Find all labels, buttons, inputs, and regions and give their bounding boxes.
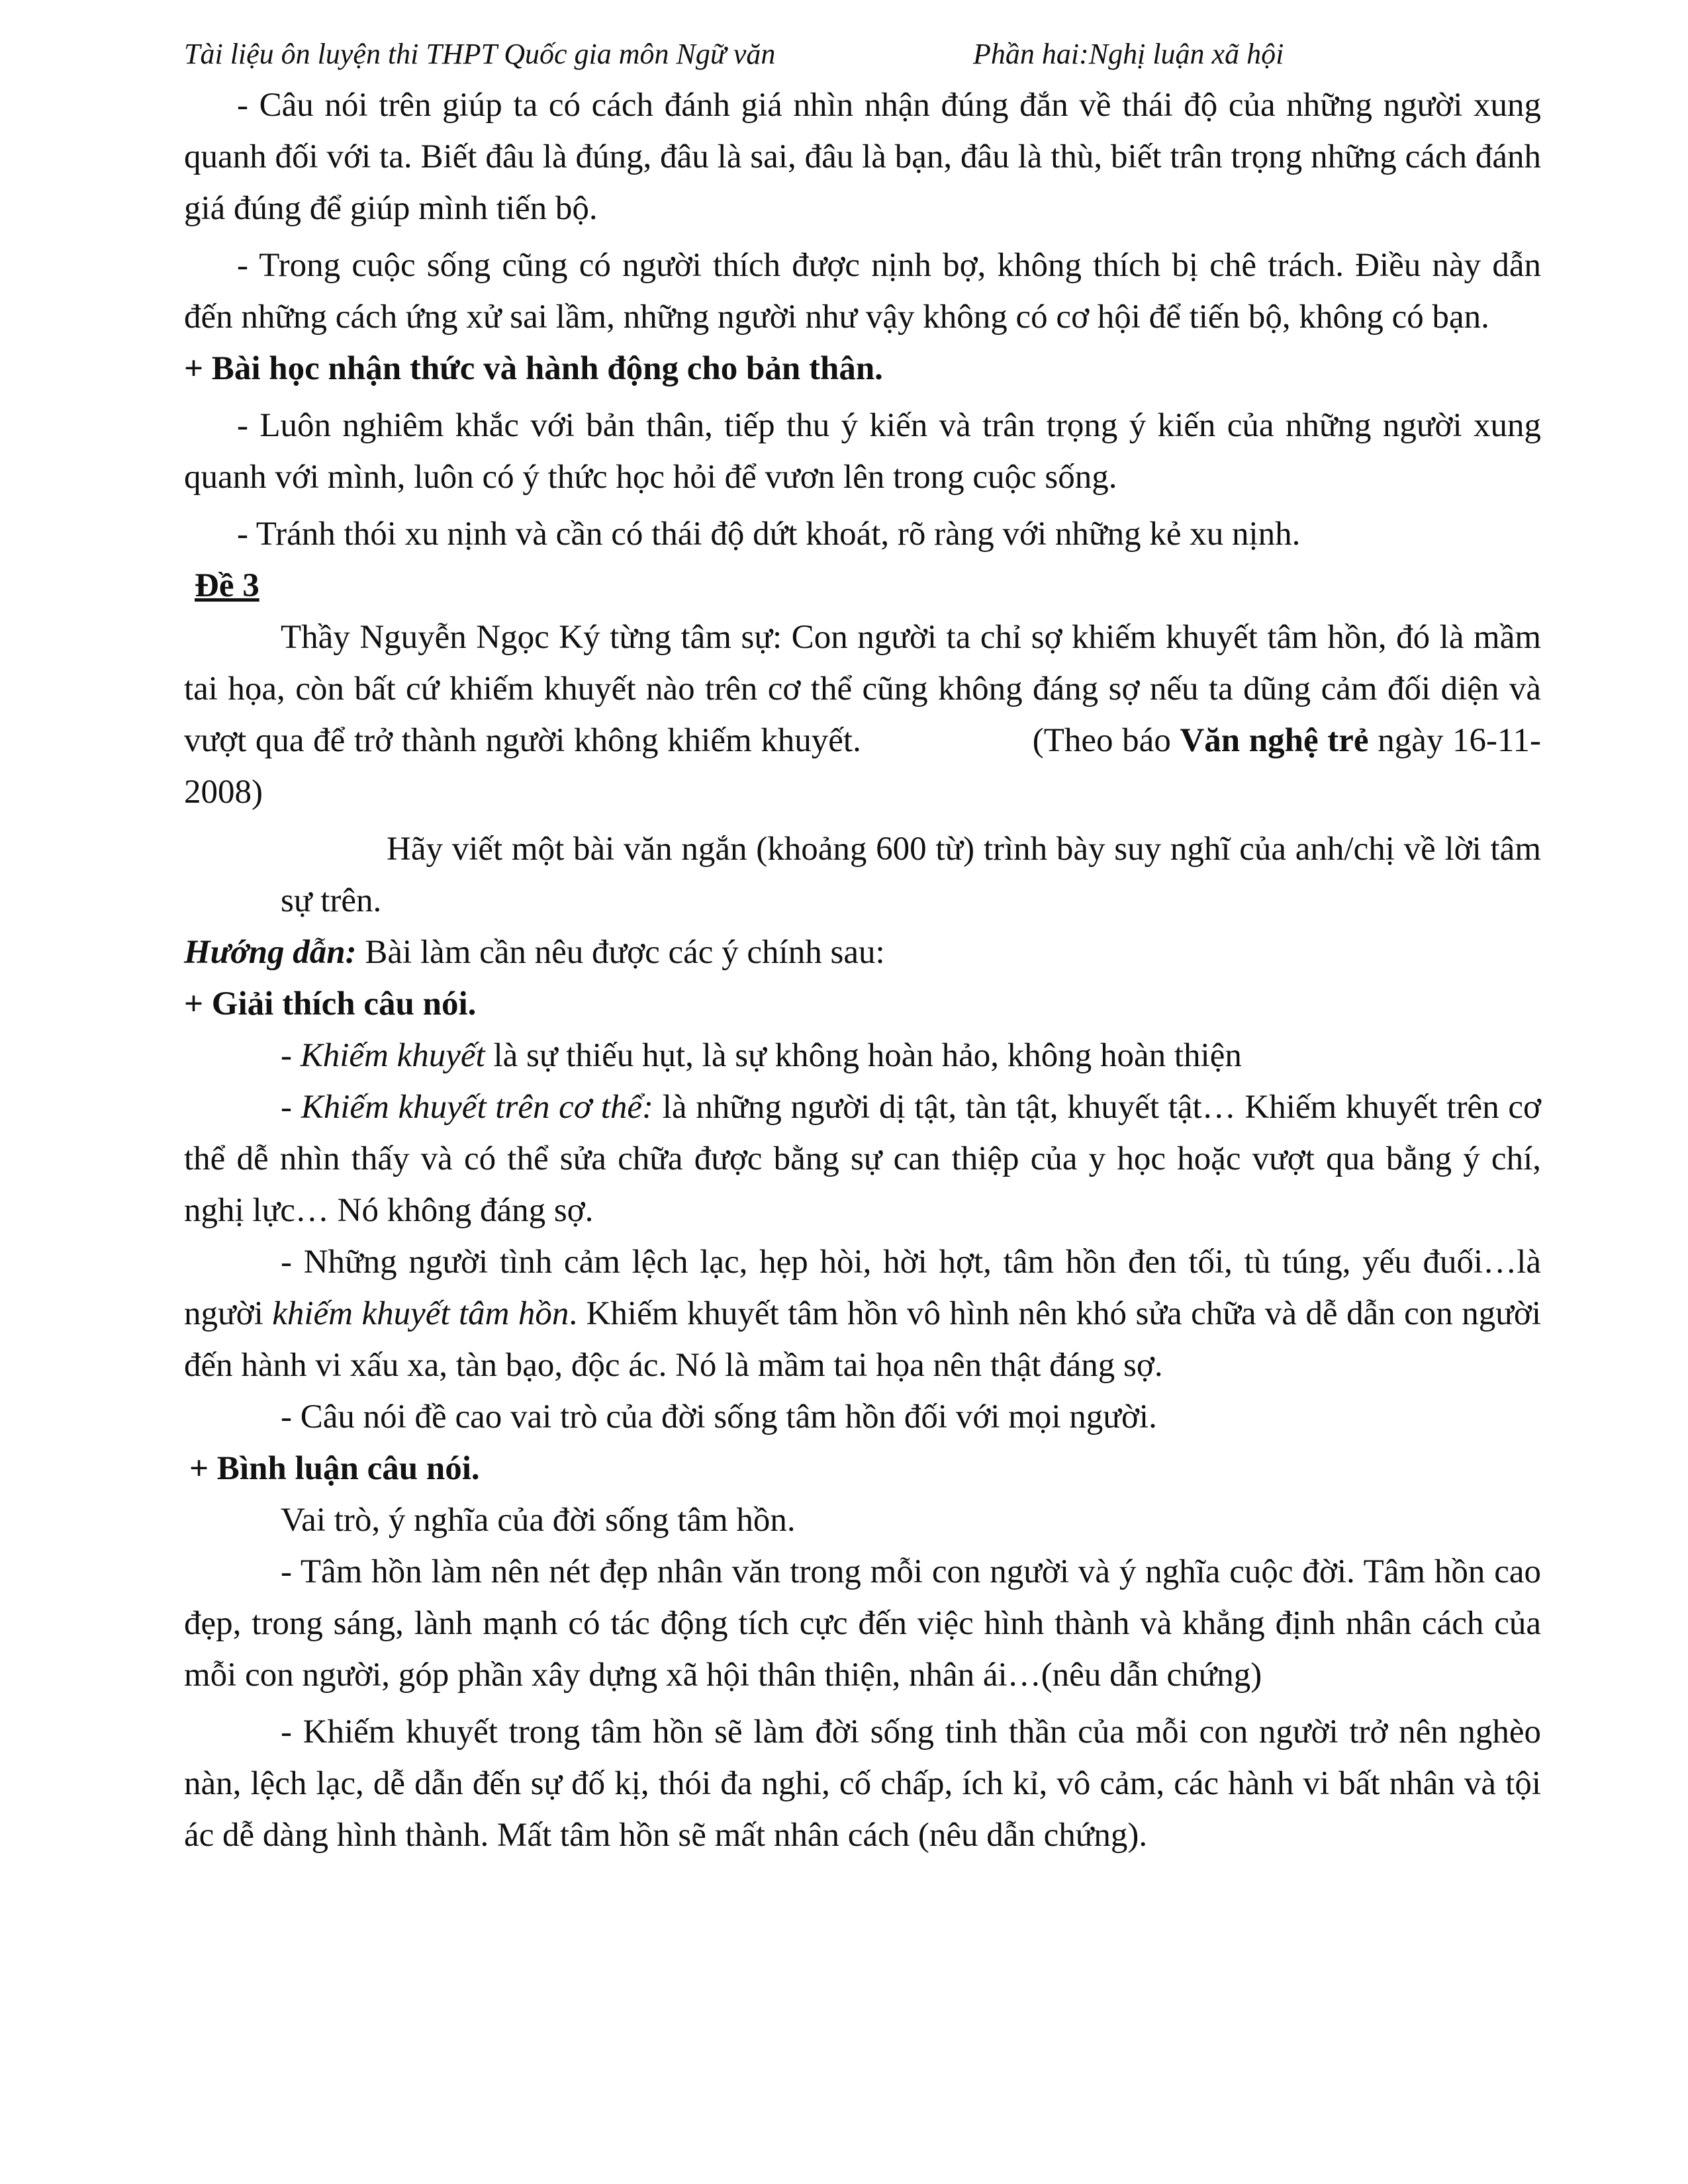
quote-source-date: ngày 16-11-2008) xyxy=(184,722,1542,811)
quote-paragraph xyxy=(184,612,1541,818)
header-left: Tài liệu ôn luyện thi THPT Quốc gia môn Ngữ văn xyxy=(184,38,776,70)
header-right: Phần hai:Nghị luận xã hội xyxy=(973,38,1284,70)
paragraph: - Câu nói trên giúp ta có cách đánh giá nhìn nhận đúng đắn về thái độ của những người xung quanh đối với ta. Biết đâu là đúng, đâu là sai, đâu là bạn, đâu là thù, biết trân trọng những cách đánh giá đúng để giúp mình tiến bộ. xyxy=(184,87,1541,227)
quote-source-prefix: (Theo báo xyxy=(1032,722,1171,759)
paragraph: - Luôn nghiêm khắc với bản thân, tiếp thu ý kiến và trân trọng ý kiến của những người xung quanh với mình, luôn có ý thức học hỏi để vươn lên trong cuộc sống. xyxy=(184,407,1541,496)
quote-text: Thầy Nguyễn Ngọc Ký từng tâm sự: Con người ta chỉ sợ khiếm khuyết tâm hồn, đó là mầm tai họa, còn bất cứ khiếm khuyết nào trên cơ thể cũng không đáng sợ nếu ta dũng cảm đối diện và vượt qua để trở thành người không khiếm khuyết. xyxy=(184,619,1541,759)
paragraph: - Khiếm khuyết trong tâm hồn sẽ làm đời sống tinh thần của mỗi con người trở nên nghèo nàn, lệch lạc, dễ dẫn đến sự đố kị, thói đa nghi, cố chấp, ích kỉ, vô cảm, các hành vi bất nhân và tội ác dễ dàng hình thành. Mất tâm hồn sẽ mất nhân cách (nêu dẫn chứng). xyxy=(184,1713,1541,1854)
paragraph-text: - Những người tình cảm lệch lạc, hẹp hòi, hời hợt, tâm hồn đen tối, tù túng, yếu đuối…là người xyxy=(184,1244,1541,1332)
paragraph: - Tránh thói xu nịnh và cần có thái độ dứt khoát, rõ ràng với những kẻ xu nịnh. xyxy=(237,516,1301,553)
paragraph: - Khiếm khuyết trên cơ thể: là những người dị tật, tàn tật, khuyết tật… Khiếm khuyết trên cơ thể dễ nhìn thấy và có thể sửa chữa được bằng sự can thiệp của y học hoặc vượt qua bằng ý chí, nghị lực… Nó không đáng sợ. xyxy=(184,1089,1541,1229)
paragraph: - Khiếm khuyết là sự thiếu hụt, là sự không hoàn hảo, không hoàn thiện xyxy=(281,1037,1242,1074)
paragraph: - Tâm hồn làm nên nét đẹp nhân văn trong mỗi con người và ý nghĩa cuộc đời. Tâm hồn cao đẹp, trong sáng, lành mạnh có tác động tích cực đến việc hình thành và khẳng định nhân cách của mỗi con người, góp phần xây dựng xã hội thân thiện, nhân ái…(nêu dẫn chứng) xyxy=(184,1553,1541,1694)
running-header xyxy=(184,37,1284,71)
paragraph: - Câu nói đề cao vai trò của đời sống tâm hồn đối với mọi người. xyxy=(281,1398,1157,1435)
guide-text: Bài làm cần nêu được các ý chính sau: xyxy=(365,934,885,971)
paragraph xyxy=(184,1236,1541,1391)
paragraph-text: . Khiếm khuyết tâm hồn vô hình nên khó sửa chữa và dễ dẫn con người đến hành vi xấu xa, tàn bạo, độc ác. Nó là mầm tai họa nên thật đáng sợ. xyxy=(184,1295,1541,1384)
document-body xyxy=(184,79,1541,1861)
guide-line xyxy=(184,927,1541,978)
term: khiếm khuyết tâm hồn xyxy=(272,1295,569,1332)
paragraph-text: là những người dị tật, tàn tật, khuyết tật… Khiếm khuyết trên cơ thể dễ nhìn thấy và có thể sửa chữa được bằng sự can thiệp của y học hoặc vượt qua bằng ý chí, nghị lực… Nó không đáng sợ. xyxy=(184,1089,1541,1229)
exercise-title: Đề 3 xyxy=(195,567,259,604)
section-heading: + Bài học nhận thức và hành động cho bản thân. xyxy=(184,350,883,387)
guide-label: Hướng dẫn: xyxy=(184,934,357,971)
quote-source-title: Văn nghệ trẻ xyxy=(1180,722,1369,759)
paragraph: Vai trò, ý nghĩa của đời sống tâm hồn. xyxy=(281,1502,796,1539)
task-paragraph: Hãy viết một bài văn ngắn (khoảng 600 từ) trình bày suy nghĩ của anh/chị về lời tâm sự trên. xyxy=(281,831,1541,919)
term: Khiếm khuyết xyxy=(300,1037,485,1074)
paragraph: - Trong cuộc sống cũng có người thích được nịnh bợ, không thích bị chê trách. Điều này dẫn đến những cách ứng xử sai lầm, những người như vậy không có cơ hội để tiến bộ, không có bạn. xyxy=(184,247,1541,336)
paragraph-text: là sự thiếu hụt, là sự không hoàn hảo, không hoàn thiện xyxy=(493,1037,1242,1074)
section-heading: + Giải thích câu nói. xyxy=(184,985,477,1023)
section-heading: + Bình luận câu nói. xyxy=(189,1450,480,1487)
term: Khiếm khuyết trên cơ thể: xyxy=(301,1089,653,1126)
